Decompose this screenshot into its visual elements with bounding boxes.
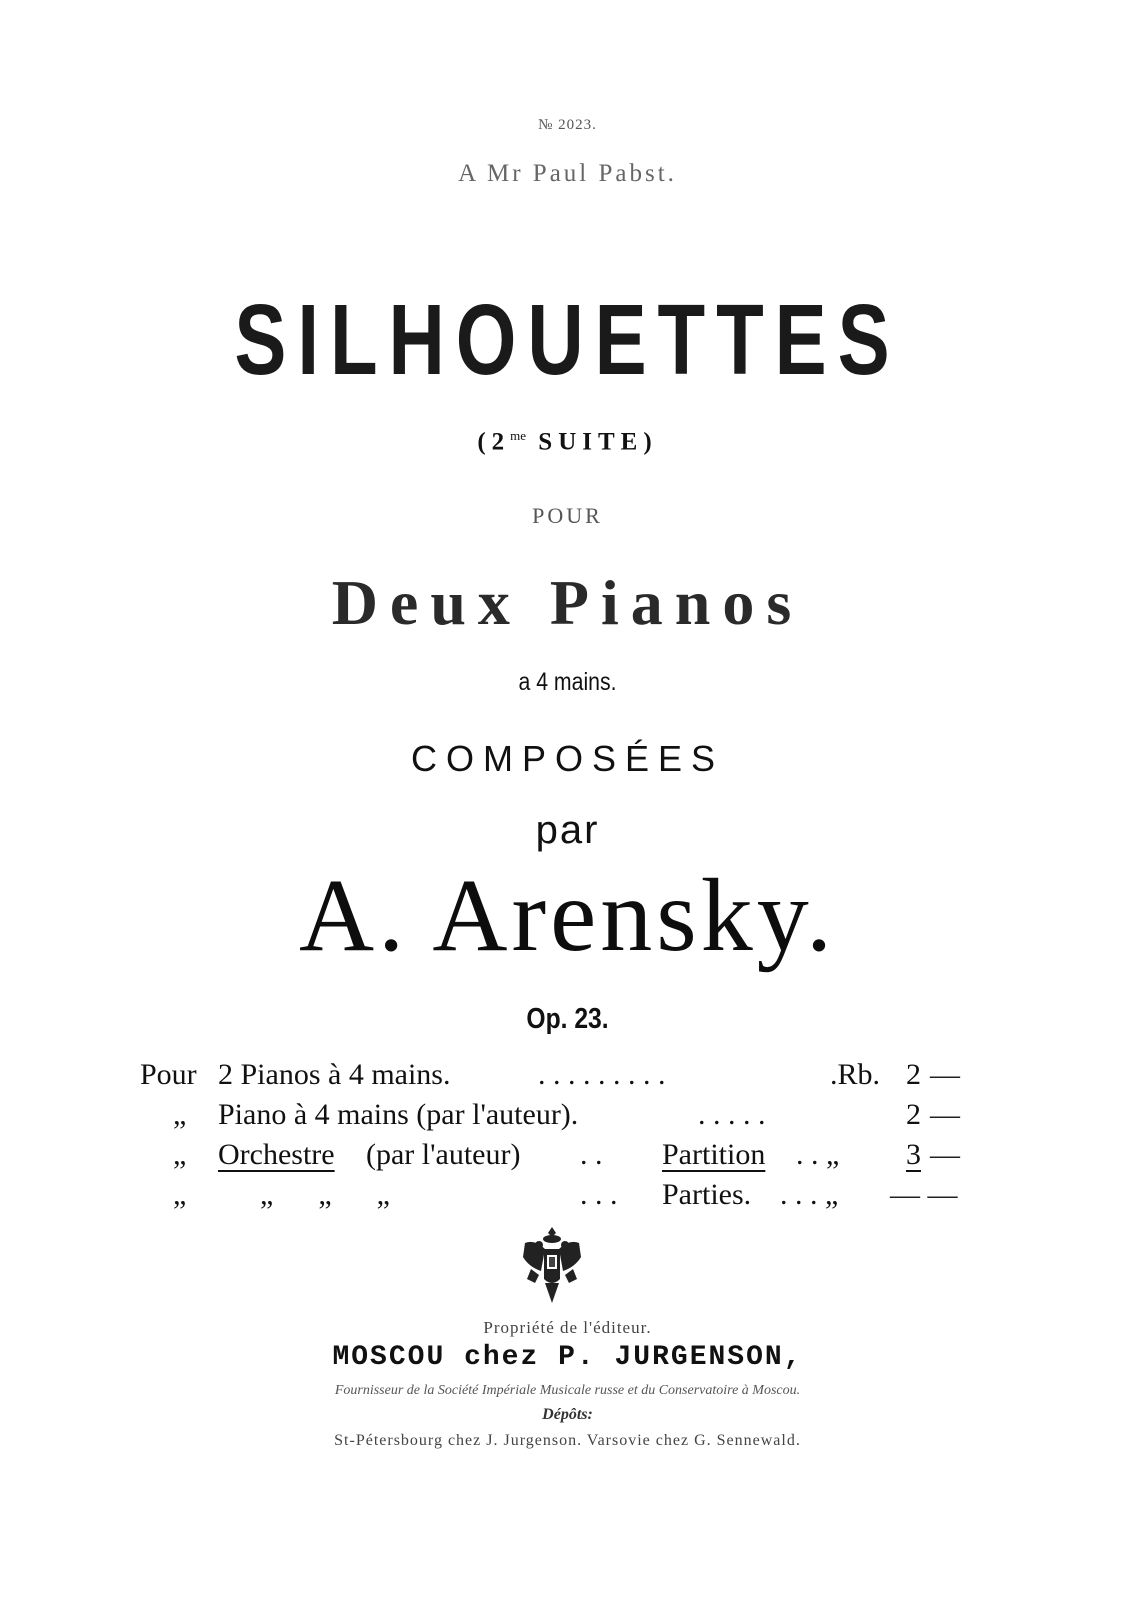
price-row xyxy=(140,1098,970,1136)
row-prefix: Pour xyxy=(140,1058,197,1091)
subtitle-open: (2 xyxy=(477,428,511,456)
plate-number: № 2023. xyxy=(538,117,597,133)
row-item: Orchestre xyxy=(218,1138,335,1171)
depots-label: Dépôts: xyxy=(542,1406,593,1423)
row-dash: — — xyxy=(890,1178,958,1211)
composer-name: A. Arensky. xyxy=(299,858,836,973)
row-price: 2 xyxy=(906,1058,921,1091)
publisher-name: MOSCOU chez P. JURGENSON, xyxy=(332,1342,803,1373)
row-item: 2 Pianos à 4 mains. xyxy=(218,1058,451,1091)
composed-label: COMPOSÉES xyxy=(410,738,725,779)
row-prefix: „ xyxy=(173,1138,187,1171)
subtitle-rest: SUITE) xyxy=(538,428,658,456)
row-dash: — xyxy=(930,1058,960,1091)
work-title: SILHOUETTES xyxy=(234,284,901,396)
price-row xyxy=(140,1178,970,1216)
row-ditto: „ „ „ xyxy=(260,1178,390,1211)
row-dots: . . xyxy=(580,1138,603,1171)
subtitle-superscript: me xyxy=(510,428,527,443)
row-dots: . . . xyxy=(580,1178,618,1211)
row-label-dots: . . „ xyxy=(796,1138,840,1171)
row-label-dots: . . . „ xyxy=(780,1178,839,1211)
dedication: A Mr Paul Pabst. xyxy=(458,160,677,187)
price-row xyxy=(140,1138,970,1176)
imperial-eagle-icon xyxy=(517,1225,587,1309)
row-item-rest: (par l'auteur) xyxy=(366,1138,521,1171)
row-dash: — xyxy=(930,1098,960,1131)
row-label: Partition xyxy=(662,1138,766,1171)
row-item: Piano à 4 mains (par l'auteur). xyxy=(218,1098,579,1131)
row-price: 3 xyxy=(906,1138,921,1171)
row-currency: .Rb. xyxy=(830,1058,881,1091)
purveyor-line: Fournisseur de la Société Impériale Musicale russe et du Conservatoire à Moscou. xyxy=(334,1383,801,1398)
hands-label: a 4 mains. xyxy=(518,668,617,696)
depots-list: St-Pétersbourg chez J. Jurgenson. Varsovie chez G. Sennewald. xyxy=(334,1432,801,1449)
row-label: Parties. xyxy=(662,1178,752,1211)
row-dash: — xyxy=(930,1138,960,1171)
row-prefix: „ xyxy=(173,1178,187,1211)
instrumentation: Deux Pianos xyxy=(331,567,804,638)
pour-label: POUR xyxy=(532,503,603,528)
row-price: 2 xyxy=(906,1098,921,1131)
row-dots: . . . . . xyxy=(698,1098,766,1131)
suite-subtitle xyxy=(0,428,1135,456)
row-dots: . . . . . . . . . xyxy=(538,1058,666,1091)
publisher-property: Propriété de l'éditeur. xyxy=(483,1318,652,1337)
price-row xyxy=(140,1058,970,1096)
par-label: par xyxy=(535,808,600,852)
opus-number: Op. 23. xyxy=(526,1003,609,1035)
row-prefix: „ xyxy=(173,1098,187,1131)
